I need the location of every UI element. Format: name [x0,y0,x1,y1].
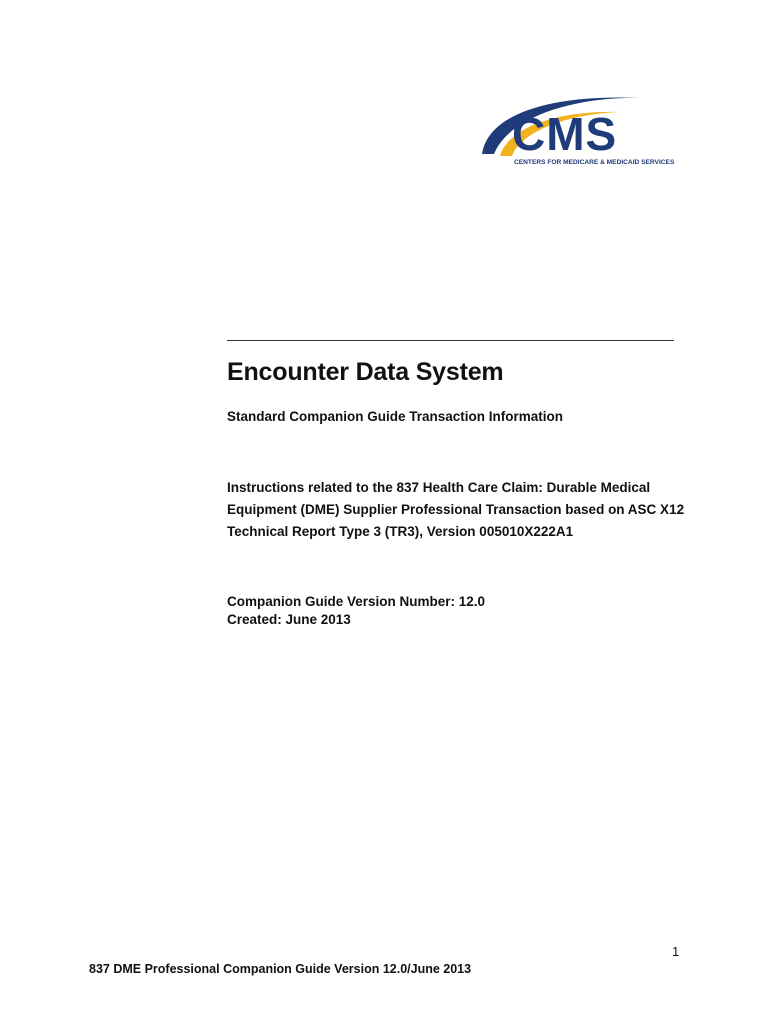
instructions-paragraph [227,477,685,543]
page-footer: 837 DME Professional Companion Guide Version 12.0/June 2013 [89,962,472,976]
page-number: 1 [672,944,680,959]
cms-tagline: CENTERS FOR MEDICARE & MEDICAID SERVICES [514,159,675,166]
instructions-line: Equipment (DME) Supplier Professional Transaction based on ASC X12 [227,502,685,517]
version-block [227,593,485,629]
title-divider [227,340,674,341]
cms-logo-graphic [470,88,675,170]
instructions-line: Instructions related to the 837 Health Care Claim: Durable Medical [227,480,651,495]
document-subtitle: Standard Companion Guide Transaction Information [227,409,564,424]
document-title: Encounter Data System [227,358,504,386]
instructions-line: Technical Report Type 3 (TR3), Version 005010X222A1 [227,524,574,539]
created-date: Created: June 2013 [227,612,351,627]
cms-wordmark: CMS [512,108,618,160]
guide-version-number: Companion Guide Version Number: 12.0 [227,594,486,609]
cms-logo [470,88,675,170]
